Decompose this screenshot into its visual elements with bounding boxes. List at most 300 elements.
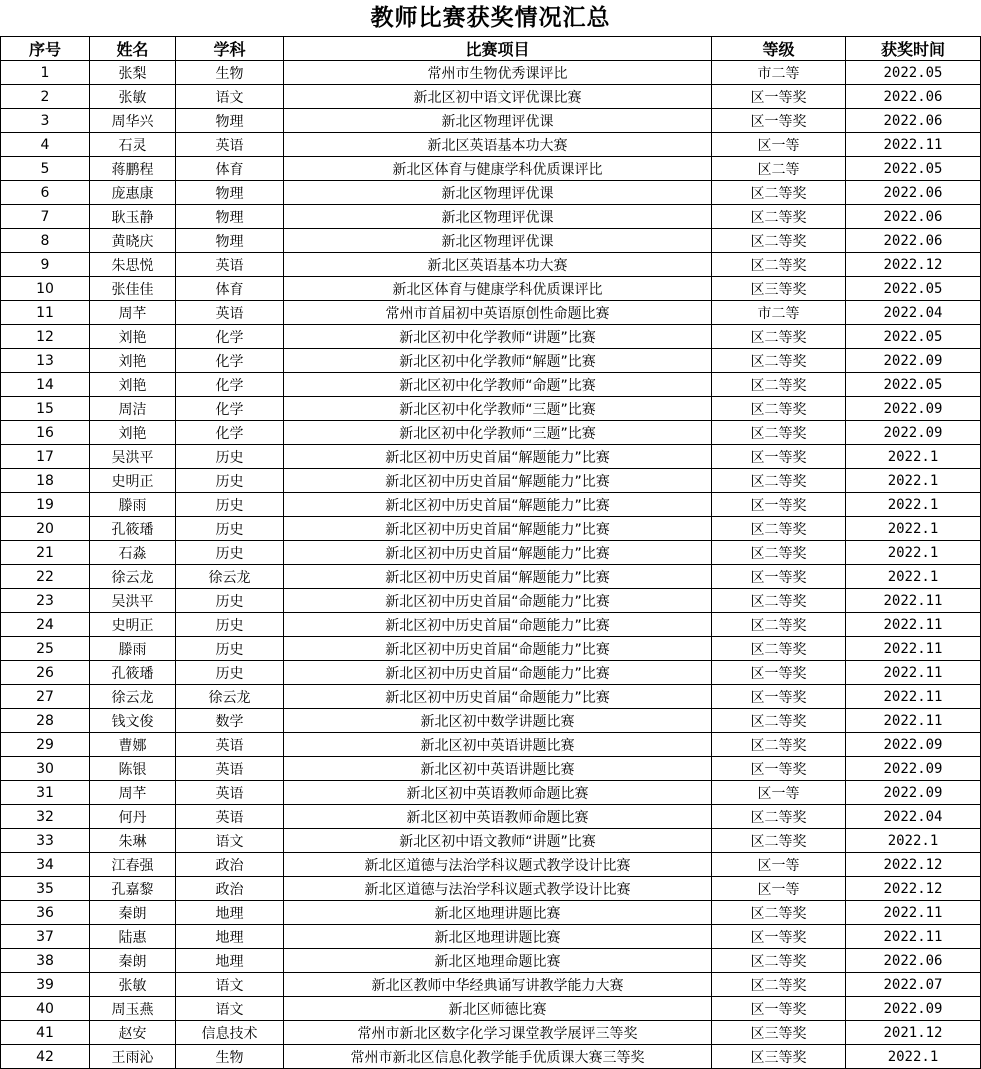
cell-competition[interactable]: 新北区初中历史首届“命题能力”比赛 xyxy=(284,637,712,661)
cell-date[interactable]: 2022.1 xyxy=(846,469,981,493)
cell-name[interactable]: 陈银 xyxy=(90,757,176,781)
cell-level[interactable]: 区一等 xyxy=(712,853,846,877)
table-row xyxy=(1,829,981,853)
table-row xyxy=(1,901,981,925)
cell-date[interactable]: 2022.1 xyxy=(846,493,981,517)
cell-competition[interactable]: 新北区物理评优课 xyxy=(284,109,712,133)
cell-name[interactable]: 史明正 xyxy=(90,613,176,637)
cell-index[interactable]: 40 xyxy=(1,997,90,1021)
cell-competition[interactable]: 新北区道德与法治学科议题式教学设计比赛 xyxy=(284,853,712,877)
cell-name[interactable]: 钱文俊 xyxy=(90,709,176,733)
cell-name[interactable]: 周芊 xyxy=(90,301,176,325)
cell-name[interactable]: 王雨沁 xyxy=(90,1045,176,1069)
table-row xyxy=(1,133,981,157)
table-row xyxy=(1,277,981,301)
cell-date[interactable]: 2021.12 xyxy=(846,1021,981,1045)
cell-name[interactable]: 徐云龙 xyxy=(90,685,176,709)
cell-competition[interactable]: 新北区初中英语讲题比赛 xyxy=(284,733,712,757)
cell-index[interactable]: 12 xyxy=(1,325,90,349)
cell-date[interactable]: 2022.05 xyxy=(846,277,981,301)
cell-competition[interactable]: 常州市新北区数字化学习课堂教学展评三等奖 xyxy=(284,1021,712,1045)
cell-level[interactable]: 区一等奖 xyxy=(712,445,846,469)
cell-date[interactable]: 2022.12 xyxy=(846,877,981,901)
cell-date[interactable]: 2022.05 xyxy=(846,157,981,181)
cell-competition[interactable]: 新北区地理讲题比赛 xyxy=(284,901,712,925)
cell-index[interactable]: 27 xyxy=(1,685,90,709)
cell-date[interactable]: 2022.1 xyxy=(846,445,981,469)
cell-name[interactable]: 滕雨 xyxy=(90,637,176,661)
cell-name[interactable]: 周洁 xyxy=(90,397,176,421)
cell-index[interactable]: 41 xyxy=(1,1021,90,1045)
cell-name[interactable]: 吴洪平 xyxy=(90,589,176,613)
table-row xyxy=(1,181,981,205)
header-index[interactable]: 序号 xyxy=(1,37,90,61)
cell-level[interactable]: 区二等奖 xyxy=(712,373,846,397)
cell-competition[interactable]: 新北区师德比赛 xyxy=(284,997,712,1021)
cell-index[interactable]: 34 xyxy=(1,853,90,877)
table-row xyxy=(1,781,981,805)
cell-competition[interactable]: 新北区初中历史首届“解题能力”比赛 xyxy=(284,469,712,493)
cell-level[interactable]: 区一等奖 xyxy=(712,661,846,685)
cell-competition[interactable]: 新北区地理讲题比赛 xyxy=(284,925,712,949)
cell-date[interactable]: 2022.11 xyxy=(846,709,981,733)
cell-level[interactable]: 区二等奖 xyxy=(712,613,846,637)
cell-name[interactable]: 徐云龙 xyxy=(90,565,176,589)
cell-date[interactable]: 2022.09 xyxy=(846,781,981,805)
cell-subject[interactable]: 英语 xyxy=(176,805,284,829)
cell-index[interactable]: 7 xyxy=(1,205,90,229)
cell-index[interactable]: 6 xyxy=(1,181,90,205)
cell-index[interactable]: 26 xyxy=(1,661,90,685)
cell-index[interactable]: 4 xyxy=(1,133,90,157)
cell-date[interactable]: 2022.05 xyxy=(846,61,981,85)
cell-subject[interactable]: 物理 xyxy=(176,229,284,253)
table-row xyxy=(1,61,981,85)
cell-competition[interactable]: 新北区初中化学教师“三题”比赛 xyxy=(284,421,712,445)
table-row xyxy=(1,709,981,733)
cell-name[interactable]: 朱琳 xyxy=(90,829,176,853)
table-row xyxy=(1,805,981,829)
cell-subject[interactable]: 英语 xyxy=(176,733,284,757)
cell-competition[interactable]: 新北区初中历史首届“解题能力”比赛 xyxy=(284,493,712,517)
cell-competition[interactable]: 新北区体育与健康学科优质课评比 xyxy=(284,157,712,181)
cell-level[interactable]: 区二等奖 xyxy=(712,325,846,349)
cell-name[interactable]: 石淼 xyxy=(90,541,176,565)
cell-subject[interactable]: 化学 xyxy=(176,421,284,445)
cell-level[interactable]: 区二等奖 xyxy=(712,541,846,565)
cell-level[interactable]: 区二等奖 xyxy=(712,469,846,493)
cell-subject[interactable]: 历史 xyxy=(176,661,284,685)
cell-index[interactable]: 13 xyxy=(1,349,90,373)
table-row xyxy=(1,997,981,1021)
cell-competition[interactable]: 新北区初中语文教师“讲题”比赛 xyxy=(284,829,712,853)
cell-date[interactable]: 2022.12 xyxy=(846,253,981,277)
cell-index[interactable]: 18 xyxy=(1,469,90,493)
cell-subject[interactable]: 化学 xyxy=(176,325,284,349)
table-row xyxy=(1,949,981,973)
cell-competition[interactable]: 新北区初中英语讲题比赛 xyxy=(284,757,712,781)
cell-level[interactable]: 区二等奖 xyxy=(712,949,846,973)
cell-name[interactable]: 刘艳 xyxy=(90,325,176,349)
cell-index[interactable]: 39 xyxy=(1,973,90,997)
cell-competition[interactable]: 新北区初中历史首届“命题能力”比赛 xyxy=(284,685,712,709)
cell-name[interactable]: 朱思悦 xyxy=(90,253,176,277)
cell-level[interactable]: 区二等 xyxy=(712,157,846,181)
cell-name[interactable]: 赵安 xyxy=(90,1021,176,1045)
cell-date[interactable]: 2022.06 xyxy=(846,949,981,973)
cell-level[interactable]: 区二等奖 xyxy=(712,733,846,757)
table-row xyxy=(1,469,981,493)
cell-competition[interactable]: 新北区初中数学讲题比赛 xyxy=(284,709,712,733)
table-row xyxy=(1,589,981,613)
cell-competition[interactable]: 新北区初中化学教师“命题”比赛 xyxy=(284,373,712,397)
cell-name[interactable]: 吴洪平 xyxy=(90,445,176,469)
cell-competition[interactable]: 新北区初中历史首届“解题能力”比赛 xyxy=(284,565,712,589)
cell-index[interactable]: 10 xyxy=(1,277,90,301)
table-row xyxy=(1,517,981,541)
table-row xyxy=(1,301,981,325)
cell-subject[interactable]: 历史 xyxy=(176,493,284,517)
cell-level[interactable]: 区三等奖 xyxy=(712,277,846,301)
cell-date[interactable]: 2022.11 xyxy=(846,685,981,709)
cell-competition[interactable]: 新北区初中历史首届“命题能力”比赛 xyxy=(284,589,712,613)
cell-index[interactable]: 9 xyxy=(1,253,90,277)
cell-subject[interactable]: 徐云龙 xyxy=(176,685,284,709)
cell-subject[interactable]: 语文 xyxy=(176,829,284,853)
cell-index[interactable]: 1 xyxy=(1,61,90,85)
header-competition[interactable]: 比赛项目 xyxy=(284,37,712,61)
cell-competition[interactable]: 常州市生物优秀课评比 xyxy=(284,61,712,85)
cell-name[interactable]: 史明正 xyxy=(90,469,176,493)
cell-date[interactable]: 2022.04 xyxy=(846,301,981,325)
cell-subject[interactable]: 英语 xyxy=(176,301,284,325)
cell-competition[interactable]: 新北区初中化学教师“讲题”比赛 xyxy=(284,325,712,349)
header-name[interactable]: 姓名 xyxy=(90,37,176,61)
cell-date[interactable]: 2022.06 xyxy=(846,205,981,229)
cell-level[interactable]: 区一等奖 xyxy=(712,997,846,1021)
cell-name[interactable]: 张敏 xyxy=(90,85,176,109)
cell-index[interactable]: 24 xyxy=(1,613,90,637)
cell-index[interactable]: 36 xyxy=(1,901,90,925)
cell-name[interactable]: 张梨 xyxy=(90,61,176,85)
table-row xyxy=(1,733,981,757)
cell-index[interactable]: 23 xyxy=(1,589,90,613)
cell-name[interactable]: 刘艳 xyxy=(90,421,176,445)
cell-date[interactable]: 2022.11 xyxy=(846,925,981,949)
table-row xyxy=(1,445,981,469)
cell-date[interactable]: 2022.06 xyxy=(846,181,981,205)
cell-name[interactable]: 周玉燕 xyxy=(90,997,176,1021)
cell-competition[interactable]: 新北区初中化学教师“三题”比赛 xyxy=(284,397,712,421)
table-row xyxy=(1,613,981,637)
cell-date[interactable]: 2022.06 xyxy=(846,109,981,133)
cell-index[interactable]: 21 xyxy=(1,541,90,565)
cell-level[interactable]: 区一等奖 xyxy=(712,685,846,709)
cell-subject[interactable]: 英语 xyxy=(176,757,284,781)
cell-name[interactable]: 庞惠康 xyxy=(90,181,176,205)
cell-index[interactable]: 25 xyxy=(1,637,90,661)
cell-index[interactable]: 33 xyxy=(1,829,90,853)
cell-competition[interactable]: 新北区地理命题比赛 xyxy=(284,949,712,973)
cell-index[interactable]: 35 xyxy=(1,877,90,901)
cell-level[interactable]: 区二等奖 xyxy=(712,205,846,229)
cell-subject[interactable]: 历史 xyxy=(176,637,284,661)
cell-subject[interactable]: 历史 xyxy=(176,517,284,541)
cell-date[interactable]: 2022.11 xyxy=(846,637,981,661)
table-row xyxy=(1,757,981,781)
cell-competition[interactable]: 新北区物理评优课 xyxy=(284,205,712,229)
cell-name[interactable]: 孔嘉黎 xyxy=(90,877,176,901)
cell-level[interactable]: 区二等奖 xyxy=(712,349,846,373)
cell-subject[interactable]: 信息技术 xyxy=(176,1021,284,1045)
table-row xyxy=(1,85,981,109)
cell-name[interactable]: 孔筱璠 xyxy=(90,661,176,685)
cell-level[interactable]: 区二等奖 xyxy=(712,229,846,253)
cell-level[interactable]: 区三等奖 xyxy=(712,1045,846,1069)
cell-date[interactable]: 2022.05 xyxy=(846,325,981,349)
table-body xyxy=(1,61,981,1069)
cell-subject[interactable]: 物理 xyxy=(176,181,284,205)
cell-index[interactable]: 38 xyxy=(1,949,90,973)
cell-name[interactable]: 曹娜 xyxy=(90,733,176,757)
cell-date[interactable]: 2022.07 xyxy=(846,973,981,997)
cell-level[interactable]: 区二等奖 xyxy=(712,397,846,421)
cell-subject[interactable]: 化学 xyxy=(176,349,284,373)
cell-subject[interactable]: 语文 xyxy=(176,973,284,997)
cell-date[interactable]: 2022.11 xyxy=(846,901,981,925)
header-row xyxy=(1,37,981,61)
cell-level[interactable]: 区二等奖 xyxy=(712,973,846,997)
cell-level[interactable]: 区二等奖 xyxy=(712,589,846,613)
cell-subject[interactable]: 英语 xyxy=(176,253,284,277)
cell-name[interactable]: 石灵 xyxy=(90,133,176,157)
cell-competition[interactable]: 新北区物理评优课 xyxy=(284,229,712,253)
cell-date[interactable]: 2022.1 xyxy=(846,541,981,565)
table-row xyxy=(1,685,981,709)
cell-name[interactable]: 耿玉静 xyxy=(90,205,176,229)
cell-index[interactable]: 37 xyxy=(1,925,90,949)
table-row xyxy=(1,1045,981,1069)
cell-index[interactable]: 15 xyxy=(1,397,90,421)
cell-date[interactable]: 2022.1 xyxy=(846,565,981,589)
cell-level[interactable]: 区二等奖 xyxy=(712,421,846,445)
cell-level[interactable]: 区一等奖 xyxy=(712,493,846,517)
cell-name[interactable]: 张敏 xyxy=(90,973,176,997)
cell-date[interactable]: 2022.09 xyxy=(846,421,981,445)
cell-competition[interactable]: 新北区初中历史首届“命题能力”比赛 xyxy=(284,661,712,685)
cell-level[interactable]: 区二等奖 xyxy=(712,805,846,829)
cell-date[interactable]: 2022.09 xyxy=(846,997,981,1021)
cell-subject[interactable]: 生物 xyxy=(176,61,284,85)
cell-name[interactable]: 周芊 xyxy=(90,781,176,805)
cell-date[interactable]: 2022.12 xyxy=(846,853,981,877)
header-level[interactable]: 等级 xyxy=(712,37,846,61)
cell-level[interactable]: 区一等奖 xyxy=(712,85,846,109)
cell-subject[interactable]: 政治 xyxy=(176,853,284,877)
cell-index[interactable]: 8 xyxy=(1,229,90,253)
cell-date[interactable]: 2022.09 xyxy=(846,397,981,421)
cell-date[interactable]: 2022.1 xyxy=(846,1045,981,1069)
cell-index[interactable]: 17 xyxy=(1,445,90,469)
cell-level[interactable]: 区一等 xyxy=(712,877,846,901)
cell-competition[interactable]: 新北区初中语文评优课比赛 xyxy=(284,85,712,109)
cell-date[interactable]: 2022.11 xyxy=(846,661,981,685)
table-row xyxy=(1,853,981,877)
cell-subject[interactable]: 语文 xyxy=(176,85,284,109)
cell-subject[interactable]: 英语 xyxy=(176,133,284,157)
cell-index[interactable]: 31 xyxy=(1,781,90,805)
cell-date[interactable]: 2022.06 xyxy=(846,229,981,253)
cell-index[interactable]: 2 xyxy=(1,85,90,109)
cell-competition[interactable]: 新北区英语基本功大赛 xyxy=(284,253,712,277)
cell-date[interactable]: 2022.09 xyxy=(846,349,981,373)
cell-competition[interactable]: 新北区道德与法治学科议题式教学设计比赛 xyxy=(284,877,712,901)
awards-table xyxy=(0,36,981,1069)
cell-subject[interactable]: 生物 xyxy=(176,1045,284,1069)
cell-subject[interactable]: 徐云龙 xyxy=(176,565,284,589)
cell-level[interactable]: 区一等 xyxy=(712,781,846,805)
cell-subject[interactable]: 物理 xyxy=(176,205,284,229)
cell-name[interactable]: 滕雨 xyxy=(90,493,176,517)
cell-competition[interactable]: 常州市新北区信息化教学能手优质课大赛三等奖 xyxy=(284,1045,712,1069)
cell-level[interactable]: 区二等奖 xyxy=(712,709,846,733)
table-row xyxy=(1,109,981,133)
cell-subject[interactable]: 地理 xyxy=(176,901,284,925)
table-row xyxy=(1,157,981,181)
cell-competition[interactable]: 常州市首届初中英语原创性命题比赛 xyxy=(284,301,712,325)
cell-name[interactable]: 张佳佳 xyxy=(90,277,176,301)
cell-level[interactable]: 市二等 xyxy=(712,61,846,85)
cell-level[interactable]: 区二等奖 xyxy=(712,253,846,277)
cell-index[interactable]: 28 xyxy=(1,709,90,733)
cell-level[interactable]: 区二等奖 xyxy=(712,637,846,661)
table-row xyxy=(1,397,981,421)
cell-level[interactable]: 区一等奖 xyxy=(712,925,846,949)
cell-level[interactable]: 区三等奖 xyxy=(712,1021,846,1045)
cell-subject[interactable]: 历史 xyxy=(176,469,284,493)
table-row xyxy=(1,373,981,397)
cell-name[interactable]: 黄晓庆 xyxy=(90,229,176,253)
cell-competition[interactable]: 新北区初中历史首届“解题能力”比赛 xyxy=(284,517,712,541)
cell-subject[interactable]: 英语 xyxy=(176,781,284,805)
cell-competition[interactable]: 新北区初中英语教师命题比赛 xyxy=(284,781,712,805)
cell-competition[interactable]: 新北区物理评优课 xyxy=(284,181,712,205)
cell-subject[interactable]: 政治 xyxy=(176,877,284,901)
header-subject[interactable]: 学科 xyxy=(176,37,284,61)
cell-date[interactable]: 2022.11 xyxy=(846,613,981,637)
cell-name[interactable]: 刘艳 xyxy=(90,373,176,397)
table-row xyxy=(1,325,981,349)
cell-level[interactable]: 区二等奖 xyxy=(712,517,846,541)
cell-date[interactable]: 2022.1 xyxy=(846,829,981,853)
cell-competition[interactable]: 新北区初中历史首届“解题能力”比赛 xyxy=(284,445,712,469)
cell-date[interactable]: 2022.09 xyxy=(846,757,981,781)
cell-subject[interactable]: 语文 xyxy=(176,997,284,1021)
cell-date[interactable]: 2022.11 xyxy=(846,133,981,157)
cell-level[interactable]: 区一等 xyxy=(712,133,846,157)
cell-subject[interactable]: 历史 xyxy=(176,589,284,613)
cell-subject[interactable]: 体育 xyxy=(176,277,284,301)
cell-level[interactable]: 市二等 xyxy=(712,301,846,325)
cell-competition[interactable]: 新北区初中历史首届“命题能力”比赛 xyxy=(284,613,712,637)
table-row xyxy=(1,421,981,445)
cell-subject[interactable]: 数学 xyxy=(176,709,284,733)
table-row xyxy=(1,877,981,901)
cell-date[interactable]: 2022.1 xyxy=(846,517,981,541)
table-row xyxy=(1,973,981,997)
cell-subject[interactable]: 历史 xyxy=(176,445,284,469)
cell-index[interactable]: 20 xyxy=(1,517,90,541)
cell-competition[interactable]: 新北区英语基本功大赛 xyxy=(284,133,712,157)
cell-name[interactable]: 周华兴 xyxy=(90,109,176,133)
cell-subject[interactable]: 化学 xyxy=(176,397,284,421)
cell-name[interactable]: 陆惠 xyxy=(90,925,176,949)
cell-index[interactable]: 16 xyxy=(1,421,90,445)
cell-name[interactable]: 何丹 xyxy=(90,805,176,829)
cell-subject[interactable]: 物理 xyxy=(176,109,284,133)
cell-subject[interactable]: 历史 xyxy=(176,541,284,565)
table-row xyxy=(1,565,981,589)
table-row xyxy=(1,349,981,373)
cell-date[interactable]: 2022.09 xyxy=(846,733,981,757)
cell-index[interactable]: 29 xyxy=(1,733,90,757)
cell-level[interactable]: 区一等奖 xyxy=(712,757,846,781)
cell-index[interactable]: 11 xyxy=(1,301,90,325)
table-row xyxy=(1,229,981,253)
cell-name[interactable]: 江春强 xyxy=(90,853,176,877)
cell-competition[interactable]: 新北区体育与健康学科优质课评比 xyxy=(284,277,712,301)
cell-level[interactable]: 区二等奖 xyxy=(712,181,846,205)
cell-date[interactable]: 2022.06 xyxy=(846,85,981,109)
cell-level[interactable]: 区二等奖 xyxy=(712,829,846,853)
table-row xyxy=(1,493,981,517)
cell-index[interactable]: 32 xyxy=(1,805,90,829)
cell-name[interactable]: 秦朗 xyxy=(90,949,176,973)
cell-competition[interactable]: 新北区初中英语教师命题比赛 xyxy=(284,805,712,829)
cell-index[interactable]: 42 xyxy=(1,1045,90,1069)
cell-index[interactable]: 5 xyxy=(1,157,90,181)
cell-index[interactable]: 14 xyxy=(1,373,90,397)
cell-competition[interactable]: 新北区初中化学教师“解题”比赛 xyxy=(284,349,712,373)
cell-subject[interactable]: 地理 xyxy=(176,925,284,949)
cell-index[interactable]: 30 xyxy=(1,757,90,781)
cell-level[interactable]: 区一等奖 xyxy=(712,565,846,589)
table-row xyxy=(1,205,981,229)
cell-name[interactable]: 刘艳 xyxy=(90,349,176,373)
table-row xyxy=(1,637,981,661)
table-row xyxy=(1,541,981,565)
header-date[interactable]: 获奖时间 xyxy=(846,37,981,61)
cell-competition[interactable]: 新北区教师中华经典诵写讲教学能力大赛 xyxy=(284,973,712,997)
cell-name[interactable]: 秦朗 xyxy=(90,901,176,925)
cell-competition[interactable]: 新北区初中历史首届“解题能力”比赛 xyxy=(284,541,712,565)
cell-subject[interactable]: 体育 xyxy=(176,157,284,181)
cell-index[interactable]: 3 xyxy=(1,109,90,133)
cell-index[interactable]: 22 xyxy=(1,565,90,589)
cell-index[interactable]: 19 xyxy=(1,493,90,517)
table-row xyxy=(1,661,981,685)
cell-level[interactable]: 区一等奖 xyxy=(712,109,846,133)
cell-subject[interactable]: 化学 xyxy=(176,373,284,397)
cell-name[interactable]: 蒋鹏程 xyxy=(90,157,176,181)
cell-date[interactable]: 2022.05 xyxy=(846,373,981,397)
cell-subject[interactable]: 地理 xyxy=(176,949,284,973)
cell-date[interactable]: 2022.04 xyxy=(846,805,981,829)
cell-level[interactable]: 区二等奖 xyxy=(712,901,846,925)
cell-name[interactable]: 孔筱璠 xyxy=(90,517,176,541)
cell-date[interactable]: 2022.11 xyxy=(846,589,981,613)
cell-subject[interactable]: 历史 xyxy=(176,613,284,637)
